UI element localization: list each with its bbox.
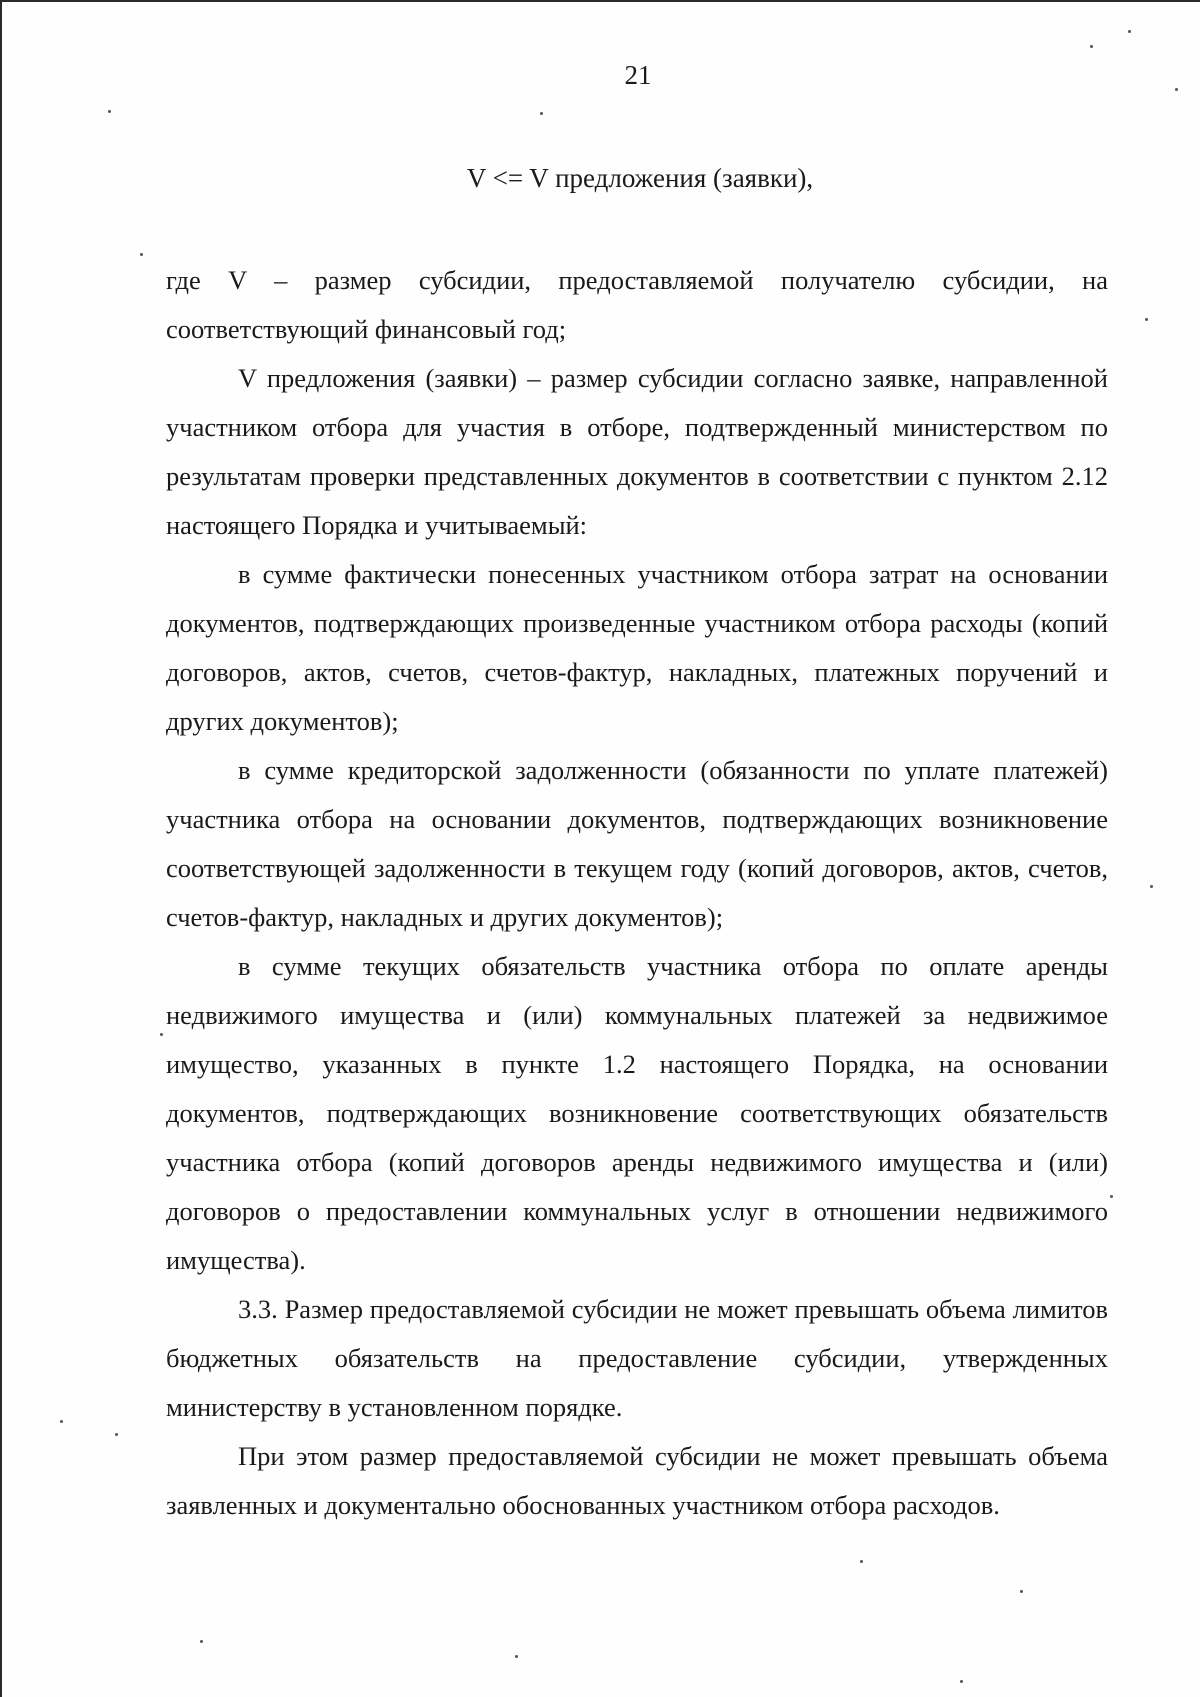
scan-speck bbox=[1150, 885, 1153, 888]
paragraph-definition-v-proposal: V предложения (заявки) – размер субсидии согласно заявке, направленной участником отбора для участия в отборе, подтвержденный министерством по результатам проверки представленных документов в соответствии с пунктом 2.12 настоящего Порядка и учитываемый: bbox=[166, 363, 1108, 540]
scan-speck bbox=[1110, 1195, 1113, 1198]
scan-speck bbox=[1020, 1590, 1023, 1593]
scan-speck bbox=[515, 1655, 518, 1658]
paragraph-limit-note: При этом размер предоставляемой субсидии не может превышать объема заявленных и документально обоснованных участником отбора расходов. bbox=[166, 1441, 1108, 1520]
scan-speck bbox=[108, 110, 111, 113]
scan-speck bbox=[115, 1433, 118, 1436]
paragraph-accounts-payable: в сумме кредиторской задолженности (обязанности по уплате платежей) участника отбора на основании документов, подтверждающих возникновение соответствующей задолженности в текущем году (копий договоров, актов, счетов, счетов-фактур, накладных и других документов); bbox=[166, 755, 1108, 932]
scan-speck bbox=[200, 1640, 203, 1643]
scan-speck bbox=[1145, 318, 1148, 321]
scan-speck bbox=[540, 112, 543, 115]
scan-edge-left bbox=[0, 0, 2, 1697]
scan-speck bbox=[1128, 30, 1131, 33]
scan-speck bbox=[960, 1680, 963, 1683]
paragraph-actual-costs: в сумме фактически понесенных участником отбора затрат на основании документов, подтверждающих произведенные участником отбора расходы (копий договоров, актов, счетов, счетов-фактур, накладных, платежных поручений и других документов); bbox=[166, 559, 1108, 736]
paragraph-section-3-3: 3.3. Размер предоставляемой субсидии не может превышать объема лимитов бюджетных обязательств на предоставление субсидии, утвержденных министерству в установленном порядке. bbox=[166, 1294, 1108, 1422]
paragraph-current-obligations: в сумме текущих обязательств участника отбора по оплате аренды недвижимого имущества и (или) коммунальных платежей за недвижимое имущество, указанных в пункте 1.2 настоящего Порядка, на основании документов, подтверждающих возникновение соответствующих обязательств участника отбора (копий договоров аренды недвижимого имущества и (или) договоров о предоставлении коммунальных услуг в отношении недвижимого имущества). bbox=[166, 951, 1108, 1275]
page-number: 21 bbox=[624, 60, 652, 90]
formula-line: V <= V предложения (заявки), bbox=[466, 163, 814, 193]
scan-speck bbox=[140, 253, 143, 256]
scan-speck bbox=[1090, 45, 1093, 48]
scan-edge-top bbox=[0, 0, 1200, 2]
scan-speck bbox=[60, 1420, 63, 1423]
scan-speck bbox=[160, 1033, 163, 1036]
scan-speck bbox=[860, 1560, 863, 1563]
scan-speck bbox=[1175, 88, 1178, 91]
body-text bbox=[166, 256, 1108, 1530]
paragraph-definition-v: где V – размер субсидии, предоставляемой получателю субсидии, на соответствующий финансовый год; bbox=[166, 265, 1108, 344]
